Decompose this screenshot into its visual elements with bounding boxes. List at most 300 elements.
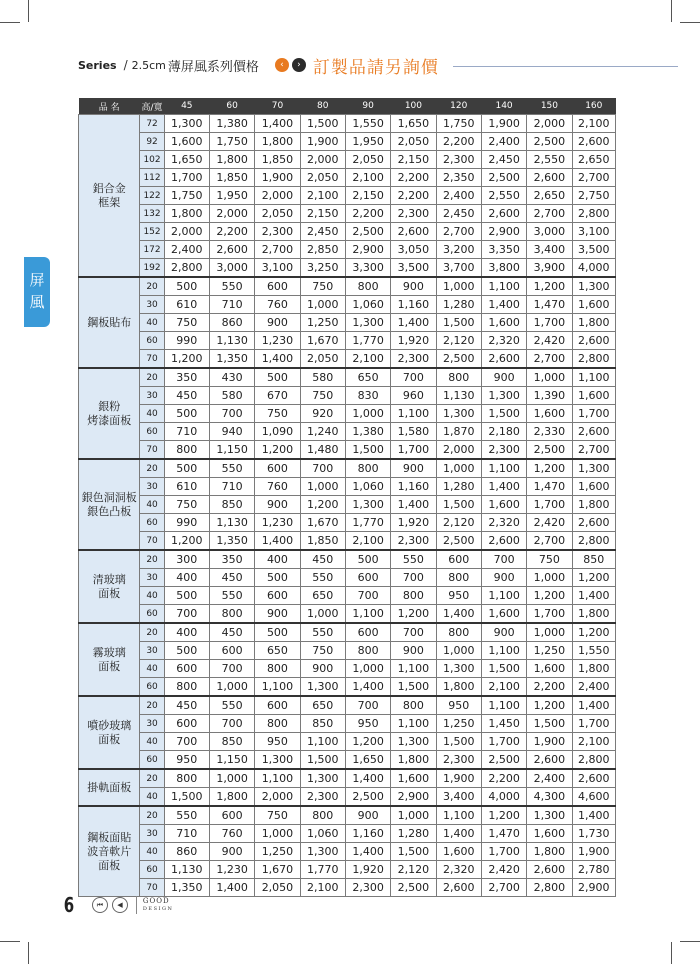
price-cell: 2,600	[481, 532, 526, 551]
product-name-cell	[79, 115, 140, 278]
price-cell: 900	[209, 843, 254, 861]
footer-divider	[136, 896, 137, 914]
price-cell: 2,500	[436, 350, 481, 369]
price-cell: 800	[255, 660, 300, 678]
price-cell: 1,500	[481, 405, 526, 423]
price-cell: 2,600	[527, 861, 572, 879]
price-cell: 1,700	[572, 715, 615, 733]
price-cell: 1,100	[300, 733, 345, 751]
price-cell: 900	[345, 806, 390, 825]
height-cell: 30	[140, 715, 164, 733]
price-cell: 1,160	[391, 296, 436, 314]
price-cell: 450	[164, 387, 209, 405]
crop-mark-br-h	[680, 941, 700, 942]
price-cell: 1,850	[255, 151, 300, 169]
price-cell: 1,800	[255, 133, 300, 151]
price-cell: 1,130	[209, 332, 254, 350]
price-cell: 600	[345, 623, 390, 642]
price-cell: 1,600	[527, 825, 572, 843]
height-cell: 30	[140, 478, 164, 496]
height-cell: 30	[140, 642, 164, 660]
price-cell: 1,250	[436, 715, 481, 733]
price-cell: 1,600	[527, 660, 572, 678]
table-row	[79, 423, 616, 441]
price-cell: 1,200	[164, 532, 209, 551]
height-cell: 20	[140, 696, 164, 715]
price-cell: 1,600	[164, 133, 209, 151]
price-cell: 1,900	[436, 769, 481, 788]
price-cell: 3,100	[255, 259, 300, 278]
price-cell: 1,230	[209, 861, 254, 879]
table-row	[79, 715, 616, 733]
price-cell: 1,400	[481, 296, 526, 314]
price-cell: 600	[209, 642, 254, 660]
height-cell: 70	[140, 350, 164, 369]
price-cell: 2,300	[391, 532, 436, 551]
price-cell: 750	[164, 496, 209, 514]
price-cell: 400	[164, 569, 209, 587]
price-cell: 1,800	[527, 843, 572, 861]
price-cell: 1,400	[345, 678, 390, 697]
price-cell: 750	[300, 277, 345, 296]
price-table-body	[79, 115, 616, 897]
price-cell: 2,500	[527, 441, 572, 460]
price-cell: 960	[391, 387, 436, 405]
price-cell: 1,200	[164, 350, 209, 369]
price-cell: 2,500	[391, 879, 436, 897]
price-cell: 1,000	[436, 277, 481, 296]
price-cell: 700	[164, 605, 209, 624]
price-cell: 1,800	[436, 678, 481, 697]
section-tab-char-1: 屏	[29, 271, 45, 289]
table-row	[79, 587, 616, 605]
price-cell: 2,180	[481, 423, 526, 441]
price-cell: 850	[209, 733, 254, 751]
price-cell: 2,100	[481, 678, 526, 697]
price-cell: 1,300	[391, 733, 436, 751]
price-cell: 500	[164, 587, 209, 605]
price-cell: 850	[209, 496, 254, 514]
price-cell: 610	[164, 296, 209, 314]
product-name-cell	[79, 806, 140, 897]
price-cell: 2,500	[345, 788, 390, 807]
price-cell: 2,600	[527, 169, 572, 187]
price-cell: 2,000	[209, 205, 254, 223]
price-cell: 3,400	[527, 241, 572, 259]
price-cell: 1,400	[391, 314, 436, 332]
height-cell: 20	[140, 806, 164, 825]
price-cell: 4,600	[572, 788, 615, 807]
price-cell: 2,400	[164, 241, 209, 259]
page-number: 6	[63, 893, 75, 917]
price-cell: 3,500	[572, 241, 615, 259]
table-row	[79, 769, 616, 788]
price-cell: 900	[391, 459, 436, 478]
price-cell: 2,600	[481, 350, 526, 369]
height-cell: 40	[140, 405, 164, 423]
price-cell: 2,600	[572, 769, 615, 788]
price-cell: 1,100	[481, 696, 526, 715]
table-row	[79, 861, 616, 879]
table-row	[79, 241, 616, 259]
price-cell: 1,000	[527, 569, 572, 587]
price-cell: 750	[255, 806, 300, 825]
price-cell: 600	[255, 696, 300, 715]
price-cell: 990	[164, 514, 209, 532]
price-cell: 2,420	[527, 332, 572, 350]
table-row	[79, 223, 616, 241]
price-cell: 2,100	[345, 532, 390, 551]
price-cell: 1,100	[481, 277, 526, 296]
price-cell: 750	[255, 405, 300, 423]
price-cell: 2,500	[527, 133, 572, 151]
table-row	[79, 133, 616, 151]
price-cell: 600	[164, 715, 209, 733]
table-row	[79, 660, 616, 678]
price-cell: 600	[255, 277, 300, 296]
product-name-cell	[79, 459, 140, 550]
price-cell: 2,150	[300, 205, 345, 223]
price-cell: 800	[164, 678, 209, 697]
price-cell: 2,300	[345, 879, 390, 897]
price-cell: 2,000	[436, 441, 481, 460]
price-cell: 670	[255, 387, 300, 405]
price-cell: 2,300	[391, 350, 436, 369]
price-cell: 830	[345, 387, 390, 405]
price-cell: 1,200	[391, 605, 436, 624]
height-cell: 20	[140, 277, 164, 296]
price-cell: 3,250	[300, 259, 345, 278]
price-cell: 2,800	[572, 751, 615, 770]
price-cell: 1,800	[164, 205, 209, 223]
price-cell: 2,000	[255, 187, 300, 205]
brand-logo	[143, 897, 173, 913]
price-cell: 1,300	[164, 115, 209, 133]
price-cell: 400	[255, 550, 300, 569]
price-cell: 2,650	[572, 151, 615, 169]
price-cell: 1,600	[572, 296, 615, 314]
price-cell: 2,120	[436, 332, 481, 350]
price-cell: 3,200	[436, 241, 481, 259]
table-row	[79, 332, 616, 350]
col-header-width: 160	[572, 98, 615, 115]
price-cell: 1,900	[527, 733, 572, 751]
price-cell: 1,400	[572, 696, 615, 715]
price-cell: 1,240	[300, 423, 345, 441]
table-row	[79, 115, 616, 133]
price-cell: 2,850	[300, 241, 345, 259]
price-cell: 450	[209, 623, 254, 642]
price-cell: 710	[164, 825, 209, 843]
price-cell: 860	[164, 843, 209, 861]
price-cell: 950	[436, 587, 481, 605]
price-cell: 1,800	[572, 660, 615, 678]
price-cell: 700	[391, 569, 436, 587]
price-cell: 1,000	[209, 769, 254, 788]
price-cell: 400	[164, 623, 209, 642]
table-row	[79, 678, 616, 697]
price-cell: 1,800	[209, 151, 254, 169]
product-name-line: 鋼板面貼	[87, 830, 132, 844]
price-cell: 2,600	[572, 423, 615, 441]
price-cell: 1,200	[572, 569, 615, 587]
col-header-width: 45	[164, 98, 209, 115]
price-cell: 1,700	[391, 441, 436, 460]
product-name-cell	[79, 368, 140, 459]
price-cell: 2,000	[300, 151, 345, 169]
price-cell: 1,600	[481, 605, 526, 624]
price-cell: 2,300	[391, 205, 436, 223]
price-cell: 4,300	[527, 788, 572, 807]
price-cell: 800	[391, 696, 436, 715]
table-row	[79, 478, 616, 496]
price-cell: 1,000	[300, 605, 345, 624]
price-cell: 800	[436, 569, 481, 587]
price-cell: 500	[255, 569, 300, 587]
price-cell: 1,400	[572, 587, 615, 605]
price-cell: 1,300	[436, 405, 481, 423]
price-cell: 900	[391, 642, 436, 660]
height-cell: 40	[140, 314, 164, 332]
price-cell: 2,320	[436, 861, 481, 879]
table-row	[79, 151, 616, 169]
price-cell: 1,600	[572, 387, 615, 405]
price-cell: 2,700	[255, 241, 300, 259]
price-cell: 650	[255, 642, 300, 660]
price-cell: 920	[300, 405, 345, 423]
price-cell: 1,800	[209, 788, 254, 807]
price-cell: 550	[300, 569, 345, 587]
table-row	[79, 169, 616, 187]
price-cell: 2,500	[345, 223, 390, 241]
price-cell: 700	[209, 405, 254, 423]
price-cell: 1,500	[300, 115, 345, 133]
price-cell: 1,400	[572, 806, 615, 825]
price-cell: 2,350	[436, 169, 481, 187]
price-cell: 610	[164, 478, 209, 496]
product-name-cell	[79, 696, 140, 769]
price-cell: 3,400	[436, 788, 481, 807]
price-cell: 1,000	[391, 806, 436, 825]
price-cell: 800	[345, 642, 390, 660]
price-cell: 800	[209, 605, 254, 624]
price-cell: 1,380	[209, 115, 254, 133]
height-cell: 152	[140, 223, 164, 241]
price-cell: 2,700	[527, 532, 572, 551]
price-cell: 1,750	[209, 133, 254, 151]
first-page-icon[interactable]: ⏮	[92, 897, 108, 913]
price-cell: 1,400	[345, 769, 390, 788]
price-cell: 1,300	[527, 806, 572, 825]
table-row	[79, 843, 616, 861]
price-cell: 900	[391, 277, 436, 296]
price-cell: 1,400	[436, 825, 481, 843]
price-cell: 2,100	[572, 115, 615, 133]
price-cell: 2,700	[436, 223, 481, 241]
price-cell: 1,400	[255, 532, 300, 551]
col-header-width: 70	[255, 98, 300, 115]
next-arrow-icon: ›	[292, 58, 306, 72]
product-name-line: 銀色凸板	[87, 504, 132, 518]
price-cell: 850	[300, 715, 345, 733]
table-row	[79, 441, 616, 460]
price-cell: 1,800	[391, 751, 436, 770]
price-cell: 1,550	[572, 642, 615, 660]
product-name-line: 清玻璃	[92, 572, 126, 586]
price-cell: 1,850	[300, 532, 345, 551]
price-cell: 1,400	[391, 496, 436, 514]
price-cell: 1,600	[481, 496, 526, 514]
price-cell: 1,100	[481, 642, 526, 660]
page-header	[78, 54, 678, 76]
price-cell: 2,200	[345, 205, 390, 223]
height-cell: 60	[140, 423, 164, 441]
price-cell: 1,390	[527, 387, 572, 405]
price-cell: 1,000	[436, 642, 481, 660]
price-cell: 900	[481, 368, 526, 387]
price-cell: 2,650	[527, 187, 572, 205]
price-cell: 1,400	[481, 478, 526, 496]
price-cell: 450	[209, 569, 254, 587]
price-cell: 760	[209, 825, 254, 843]
price-cell: 1,000	[527, 623, 572, 642]
product-name-line: 銀色洞洞板	[81, 490, 137, 504]
price-cell: 1,600	[436, 843, 481, 861]
price-cell: 2,000	[527, 115, 572, 133]
price-cell: 950	[255, 733, 300, 751]
table-row	[79, 696, 616, 715]
price-cell: 1,100	[255, 769, 300, 788]
price-cell: 1,380	[345, 423, 390, 441]
price-cell: 800	[255, 715, 300, 733]
price-cell: 700	[345, 587, 390, 605]
crop-mark-tr-v	[671, 0, 672, 22]
price-cell: 1,100	[391, 405, 436, 423]
price-cell: 500	[255, 623, 300, 642]
price-cell: 1,950	[209, 187, 254, 205]
price-cell: 1,130	[209, 514, 254, 532]
price-cell: 1,200	[300, 496, 345, 514]
header-slash: /	[123, 58, 128, 72]
price-cell: 1,000	[209, 678, 254, 697]
price-cell: 2,500	[481, 751, 526, 770]
price-cell: 430	[209, 368, 254, 387]
price-cell: 2,600	[481, 205, 526, 223]
price-cell: 1,670	[255, 861, 300, 879]
crop-mark-bl-h	[0, 941, 20, 942]
price-cell: 1,900	[572, 843, 615, 861]
price-cell: 1,400	[209, 879, 254, 897]
price-cell: 2,450	[436, 205, 481, 223]
price-cell: 2,420	[481, 861, 526, 879]
price-cell: 2,400	[481, 133, 526, 151]
price-cell: 2,000	[164, 223, 209, 241]
price-cell: 650	[300, 587, 345, 605]
height-cell: 30	[140, 387, 164, 405]
price-cell: 600	[345, 569, 390, 587]
price-cell: 760	[255, 478, 300, 496]
crop-mark-tr-h	[680, 22, 700, 23]
price-cell: 1,300	[255, 751, 300, 770]
price-cell: 2,700	[527, 205, 572, 223]
price-cell: 1,700	[164, 169, 209, 187]
price-cell: 2,050	[345, 151, 390, 169]
price-cell: 1,100	[436, 806, 481, 825]
height-cell: 20	[140, 769, 164, 788]
brand-line-2: DESIGN	[142, 906, 174, 912]
price-cell: 1,700	[572, 405, 615, 423]
price-cell: 1,800	[572, 314, 615, 332]
height-cell: 30	[140, 825, 164, 843]
price-cell: 1,350	[209, 532, 254, 551]
table-row	[79, 514, 616, 532]
product-name-line: 鋼板貼布	[87, 315, 132, 329]
height-cell: 20	[140, 368, 164, 387]
price-cell: 1,250	[255, 843, 300, 861]
price-cell: 800	[345, 277, 390, 296]
price-cell: 2,600	[436, 879, 481, 897]
price-cell: 800	[164, 441, 209, 460]
price-cell: 2,800	[572, 350, 615, 369]
price-cell: 2,100	[572, 733, 615, 751]
price-cell: 2,300	[481, 441, 526, 460]
col-header-width: 60	[209, 98, 254, 115]
price-cell: 2,600	[527, 751, 572, 770]
crop-mark-tl-h	[0, 22, 20, 23]
price-cell: 1,750	[436, 115, 481, 133]
price-cell: 2,400	[436, 187, 481, 205]
height-cell: 20	[140, 550, 164, 569]
price-cell: 900	[481, 569, 526, 587]
height-cell: 60	[140, 751, 164, 770]
price-cell: 2,100	[345, 169, 390, 187]
prev-page-icon[interactable]: ◀	[112, 897, 128, 913]
price-cell: 1,000	[255, 825, 300, 843]
price-cell: 1,060	[345, 478, 390, 496]
price-cell: 1,470	[481, 825, 526, 843]
table-row	[79, 532, 616, 551]
price-cell: 1,350	[209, 350, 254, 369]
price-cell: 1,300	[345, 314, 390, 332]
table-row	[79, 496, 616, 514]
price-cell: 650	[300, 696, 345, 715]
height-cell: 92	[140, 133, 164, 151]
table-row	[79, 623, 616, 642]
price-cell: 1,300	[481, 387, 526, 405]
price-cell: 1,150	[209, 441, 254, 460]
table-row	[79, 642, 616, 660]
price-cell: 550	[209, 277, 254, 296]
price-cell: 1,500	[300, 751, 345, 770]
product-name-line: 面板	[98, 732, 121, 746]
section-tab	[24, 257, 50, 327]
height-cell: 70	[140, 441, 164, 460]
price-cell: 1,100	[572, 368, 615, 387]
price-cell: 1,100	[481, 587, 526, 605]
col-header-product: 品 名	[79, 98, 140, 115]
price-cell: 1,200	[481, 806, 526, 825]
price-cell: 2,300	[300, 788, 345, 807]
price-cell: 600	[209, 806, 254, 825]
price-cell: 1,670	[300, 332, 345, 350]
price-cell: 1,160	[391, 478, 436, 496]
price-cell: 1,770	[345, 332, 390, 350]
price-cell: 2,320	[481, 332, 526, 350]
table-row	[79, 405, 616, 423]
price-cell: 1,500	[391, 678, 436, 697]
table-row	[79, 788, 616, 807]
price-cell: 1,600	[391, 769, 436, 788]
